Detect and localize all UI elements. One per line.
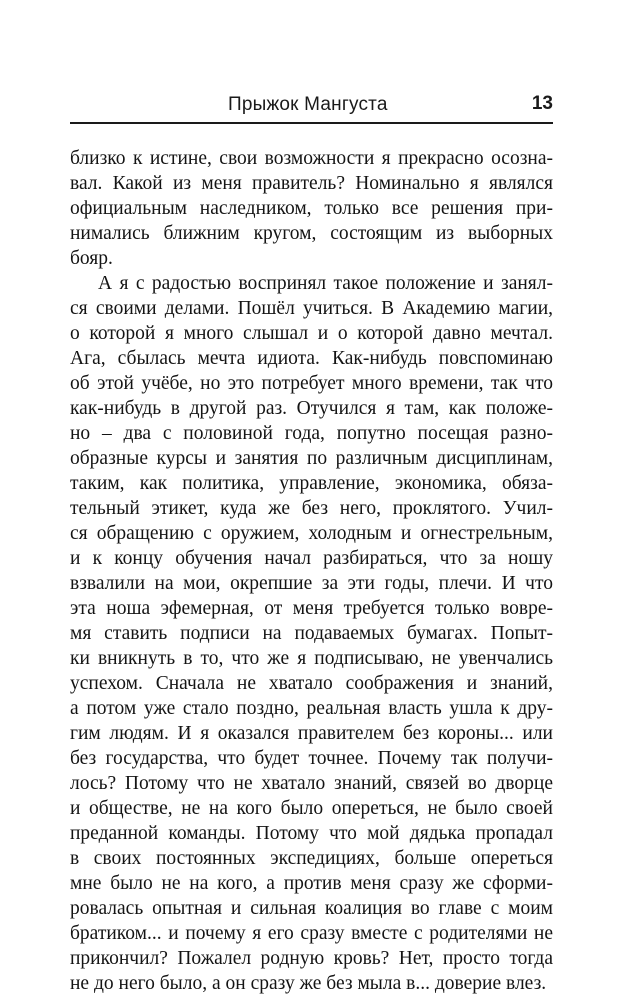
text-line: официальным наследником, только все решения при-: [70, 198, 553, 219]
text-line: прикончил? Пожалел родную кровь? Нет, просто тогда: [70, 948, 553, 969]
text-line: нимались ближним кругом, состоящим из выборных: [70, 223, 553, 244]
text-line: образные курсы и занятия по различным дисциплинам,: [70, 448, 553, 469]
text-line: братиком... и почему я его сразу вместе с родителями не: [70, 923, 553, 944]
text-line: а потом уже стало поздно, реальная власть ушла к дру-: [70, 698, 553, 719]
text-line: бояр.: [70, 248, 113, 269]
text-line: ки вникнуть в то, что же я подписываю, не увенчались: [70, 648, 553, 669]
text-line: и к концу обучения начал разбираться, что за ношу: [70, 548, 553, 569]
text-line: гим людям. И я оказался правителем без короны... или: [70, 723, 553, 744]
text-line: без государства, что будет точнее. Почему так получи-: [70, 748, 553, 769]
text-line: ся обращению с оружием, холодным и огнестрельным,: [70, 523, 553, 544]
text-line: успехом. Сначала не хватало соображения и знаний,: [70, 673, 553, 694]
text-line: лось? Потому что не хватало знаний, связей во дворце: [70, 773, 553, 794]
text-line: как-нибудь в другой раз. Отучился я там, как положе-: [70, 398, 553, 419]
text-line: об этой учёбе, но это потребует много времени, так что: [70, 373, 553, 394]
page-number: 13: [531, 93, 553, 114]
text-line: тельный этикет, куда же без него, проклятого. Учил-: [70, 498, 553, 519]
text-line: о которой я много слышал и о которой давно мечтал.: [70, 323, 553, 344]
text-line: эта ноша эфемерная, от меня требуется только вовре-: [70, 598, 553, 619]
text-line: преданной команды. Потому что мой дядька пропадал: [70, 823, 553, 844]
text-line: не до него было, а он сразу же без мыла в... доверие влез.: [70, 973, 547, 994]
text-line: ровалась опытная и сильная коалиция во главе с моим: [70, 898, 553, 919]
text-line: мне было не на кого, а против меня сразу же сформи-: [70, 873, 553, 894]
text-line: А я с радостью воспринял такое положение и занял-: [98, 273, 553, 294]
paragraph: [70, 271, 553, 996]
text-line: и обществе, не на кого было опереться, не было своей: [70, 798, 553, 819]
text-line: вал. Какой из меня правитель? Номинально я являлся: [70, 173, 553, 194]
book-title: Прыжок Мангуста: [228, 94, 388, 115]
text-line: ся своими делами. Пошёл учиться. В Академию магии,: [70, 298, 553, 319]
text-line: Ага, сбылась мечта идиота. Как-нибудь повспоминаю: [70, 348, 553, 369]
text-line: близко к истине, свои возможности я прекрасно осозна-: [70, 148, 553, 169]
text-line: мя ставить подписи на подаваемых бумагах. Попыт-: [70, 623, 553, 644]
text-line: взвалили на мои, окрепшие за эти годы, плечи. И что: [70, 573, 553, 594]
text-line: в своих постоянных экспедициях, больше опереться: [70, 848, 553, 869]
running-head: [70, 90, 553, 124]
text-line: но – два с половиной года, попутно посещая разно-: [70, 423, 553, 444]
paragraph: [70, 146, 553, 271]
page-body: [70, 146, 553, 996]
text-line: таким, как политика, управление, экономика, обяза-: [70, 473, 553, 494]
